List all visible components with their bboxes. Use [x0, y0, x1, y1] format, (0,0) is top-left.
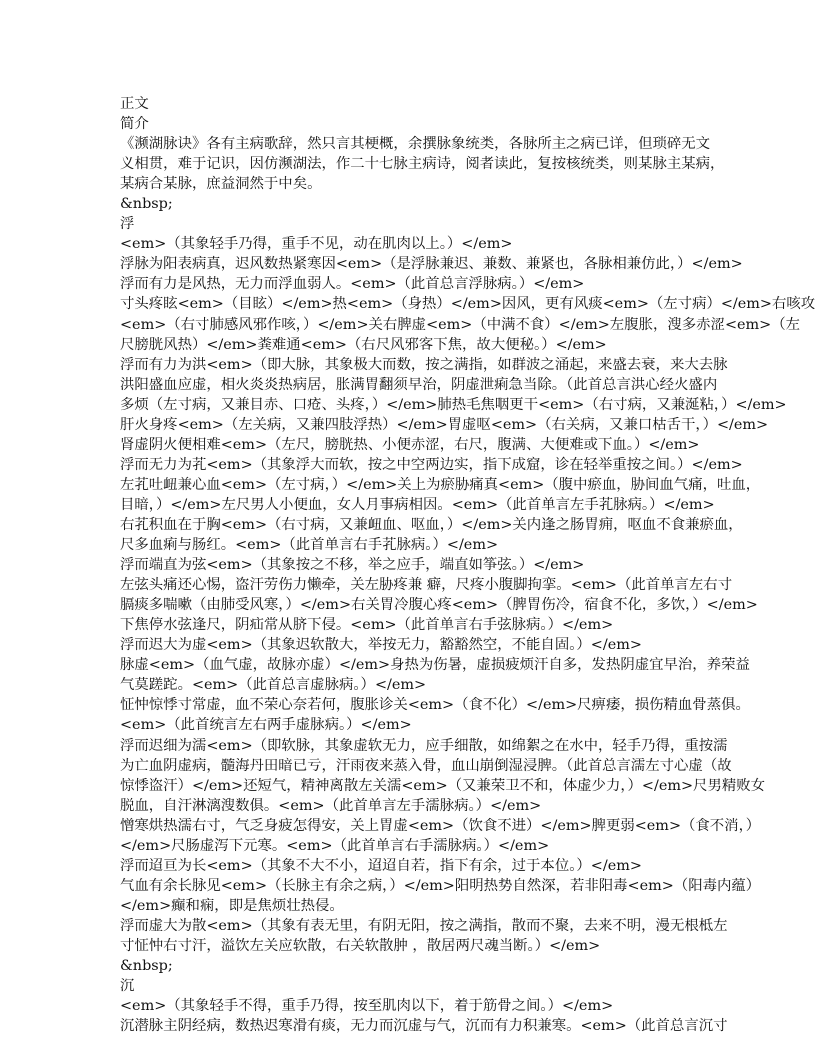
text-line: 浮 [120, 216, 135, 233]
subsection-title: 简介 [120, 116, 149, 133]
text-line: <em>（此首统言左右两手虚脉病。）</em> [120, 717, 412, 734]
text-line: 膈痰多喘嗽（由肺受风寒，）</em>右关胃冷腹心疼<em>（脾胃伤冷，宿食不化，多饮，）</em> [120, 597, 758, 614]
text-line: 义相贯，难于记识，因仿濒湖法，作二十七脉主病诗，阅者读此，复按核统类，则某脉主某病， [120, 156, 725, 173]
text-line: 气血有余长脉见<em>（长脉主有余之病，）</em>阳明热势自然深，若非阳毒<em>（阳毒内蕴） [120, 877, 761, 894]
text-line: 《濒湖脉诀》各有主病歌辞，然只言其梗概，余撰脉象统类，各脉所主之病已详，但琐碎无文 [120, 136, 711, 153]
text-line: 右芤积血在于胸<em>（右寸病，又兼衄血、呕血，）</em>关内逢之肠胃痈，呕血不食兼瘀血， [120, 516, 743, 533]
text-line: 气莫蹉跎。<em>（此首总言虚脉病。）</em> [120, 677, 427, 694]
text-line: 浮脉为阳表病真，迟风数热紧寒因<em>（是浮脉兼迟、兼数、兼紧也，各脉相兼仿此，）</em> [120, 256, 743, 273]
text-line: </em>癫和痫，即是焦烦壮热侵。 [120, 897, 344, 914]
text-line: 惊悸盗汗）</em>还短气，精神离散左关濡<em>（又兼荣卫不和，体虚少力，）</em>尺男精败女 [120, 777, 766, 794]
text-line: 浮而迢亘为长<em>（其象不大不小，迢迢自若，指下有余，过于本位。）</em> [120, 857, 642, 874]
text-line: 尺膀胱风热）</em>粪难通<em>（右尺风邪客下焦，故大便秘。）</em> [120, 336, 607, 353]
text-line: 浮而端直为弦<em>（其象按之不移，举之应手，端直如筝弦。）</em> [120, 557, 585, 574]
text-line: 憎寒烘热濡右寸，气乏身疲怎得安，关上胃虚<em>（饮食不进）</em>脾更弱<em>（食不消，） [120, 817, 761, 834]
text-line: 浮而迟大为虚<em>（其象迟软散大，举按无力，豁豁然空，不能自固。）</em> [120, 637, 642, 654]
text-line: 脉虚<em>（血气虚，故脉亦虚）</em>身热为伤暑，虚损疲烦汗自多，发热阴虚宜早治，养荣益 [120, 657, 750, 674]
text-line: 浮而有力是风热，无力而浮血弱人。<em>（此首总言浮脉病。）</em> [120, 276, 585, 293]
text-line: 为亡血阴虚病，髓海丹田暗已亏，汗雨夜来蒸入骨，血山崩倒湿浸脾。（此首总言濡左寸心虚（故 [120, 757, 732, 774]
text-line: <em>（右寸肺感风邪作咳，）</em>关右脾虚<em>（中满不食）</em>左腹胀，溲多赤涩<em>（左 [120, 316, 800, 333]
text-line: <em>（其象轻手不得，重手乃得，按至肌肉以下，着于筋骨之间。）</em> [120, 998, 614, 1015]
text-line: <em>（其象轻手乃得，重手不见，动在肌肉以上。）</em> [120, 236, 513, 253]
text-line: 寸怔忡右寸汗，溢饮左关应软散，右关软散肿 ，散居两尺魂当断。）</em> [120, 937, 601, 954]
text-line: 肝火身疼<em>（左关病，又兼四肢浮热）</em>胃虚呕<em>（右关病，又兼口枯舌干，）</em> [120, 416, 769, 433]
text-line: 沉 [120, 978, 135, 995]
text-line: 左弦头痛还心惕，盗汗劳伤力懒牵，关左胁疼兼 癖，尺疼小腹脚拘挛。<em>（此首单言左右寸 [120, 577, 733, 594]
text-line: 肾虚阴火便相难<em>（左尺，膀胱热、小便赤涩，右尺，腹满、大便难或下血。）</em> [120, 436, 700, 453]
text-line: 左芤吐衄兼心血<em>（左寸病，）</em>关上为瘀胁痛真<em>（腹中瘀血，胁间血气痛，吐血， [120, 476, 761, 493]
text-line: 某病合某脉，庶益洞然于中矣。 [120, 176, 322, 193]
text-line: 洪阳盛血应虚，相火炎炎热病居，胀满胃翻须早治，阴虚泄痢急当除。（此首总言洪心经火盛内 [120, 376, 718, 393]
text-line: &nbsp; [120, 958, 173, 975]
text-line: </em>尺肠虚泻下元寒。<em>（此首单言右手濡脉病。）</em> [120, 837, 550, 854]
section-title: 正文 [120, 96, 149, 112]
text-line: 下焦停水弦逢尺，阴疝常从脐下侵。<em>（此首单言右手弦脉病。）</em> [120, 617, 614, 634]
text-line: 多烦（左寸病，又兼目赤、口疮、头疼，）</em>肺热毛焦咽更干<em>（右寸病，又兼涎粘，）</em> [120, 396, 787, 413]
text-line: 脱血，自汗淋漓溲数俱。<em>（此首单言左手濡脉病。）</em> [120, 797, 542, 814]
text-line: 浮而迟细为濡<em>（即软脉，其象虚软无力，应手细散，如绵絮之在水中，轻手乃得，重按濡 [120, 737, 728, 754]
text-line: 沉潜脉主阴经病，数热迟寒滑有痰，无力而沉虚与气，沉而有力积兼寒。<em>（此首总言沉寸 [120, 1018, 728, 1035]
text-line: 目暗，）</em>左尺男人小便血，女人月事病相因。<em>（此首单言左手芤脉病。）</em> [120, 496, 715, 513]
text-line: 寸头疼眩<em>（目眩）</em>热<em>（身热）</em>因风，更有风痰<em>（左寸病）</em>右咳攻 [120, 296, 816, 313]
text-line: 浮而无力为芤<em>（其象浮大而软，按之中空两边实，指下成窟，诊在轻举重按之间。）</em> [120, 456, 743, 473]
text-line: 浮而虚大为散<em>（其象有表无里，有阴无阳，按之满指，散而不聚，去来不明，漫无根柢左 [120, 917, 728, 934]
document-body [120, 94, 816, 1036]
text-line: 浮而有力为洪<em>（即大脉，其象极大而数，按之满指，如群波之涌起，来盛去衰，来大去脉 [120, 356, 728, 373]
text-line: &nbsp; [120, 196, 173, 213]
text-line: 怔忡惊悸寸常虚，血不荣心奈若何，腹胀诊关<em>（食不化）</em>尺痹痿，损伤精血骨蒸俱。 [120, 697, 750, 714]
text-line: 尺多血痢与肠红。<em>（此首单言右手芤脉病。）</em> [120, 537, 499, 554]
